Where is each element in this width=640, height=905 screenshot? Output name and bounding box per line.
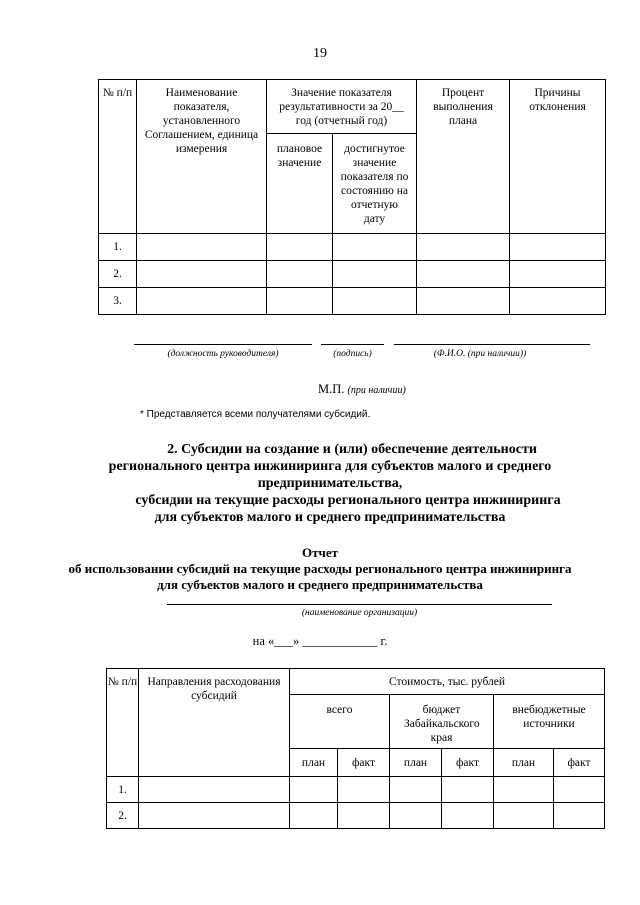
row-number: 2.	[107, 803, 139, 829]
table2-header-extra: внебюджетные источники	[494, 695, 605, 749]
table-row	[99, 234, 606, 261]
table2-header-num: № п/п	[107, 669, 139, 777]
table-row	[99, 288, 606, 315]
table1-header-percent: Процент выполнения плана	[417, 80, 510, 234]
organization-line	[167, 604, 552, 605]
table2-header-fact: факт	[338, 749, 390, 777]
table1-header-reasons: Причины отклонения	[510, 80, 606, 234]
table1-header-name: Наименование показателя, установленного Соглашением, единица измерения	[137, 80, 267, 234]
row-number: 1.	[107, 777, 139, 803]
signature-caption: (подпись)	[333, 349, 372, 359]
organization-caption: (наименование организации)	[301, 608, 418, 618]
report-heading: Отчет об использовании субсидий на текущие расходы регионального центра инжиниринга для субъектов малого и среднего предпринимательства	[68, 545, 572, 592]
table2-header-plan: план	[494, 749, 554, 777]
table1-header-planned: плановое значение	[267, 134, 333, 234]
row-number: 3.	[99, 288, 137, 315]
table2-header-fact: факт	[554, 749, 605, 777]
section-heading: 2. Субсидии на создание и (или) обеспечение деятельности регионального центра инжиниринга для субъектов малого и среднего предпринимательства, субсидии на текущие расходы регионального центра инжиниринга для субъектов малого и среднего предпринимательства	[108, 442, 561, 525]
table2-header-budget: бюджет Забайкальского края	[390, 695, 494, 749]
page-number: 19	[313, 46, 327, 61]
table2-header-fact: факт	[442, 749, 494, 777]
table2-header-plan: план	[390, 749, 442, 777]
table1-header-achieved: достигнутое значение показателя по состоянию на отчетную дату	[333, 134, 417, 234]
table1-header-value: Значение показателя результативности за 20__ год (отчетный год)	[267, 80, 417, 134]
row-number: 1.	[99, 234, 137, 261]
table-row	[107, 803, 605, 829]
signature-line	[321, 344, 384, 345]
table2-header-total: всего	[290, 695, 390, 749]
stamp-mark: М.П. (при наличии)	[318, 382, 406, 396]
table2-header-directions: Направления расходования субсидий	[139, 669, 290, 777]
expenditures-table	[106, 668, 605, 829]
row-number: 2.	[99, 261, 137, 288]
table-row	[107, 777, 605, 803]
position-line	[134, 344, 312, 345]
fio-caption: (Ф.И.О. (при наличии))	[433, 349, 527, 359]
fio-line	[394, 344, 590, 345]
footnote: * Представляется всеми получателями субсидий.	[140, 409, 371, 420]
report-date: на «___» ____________ г.	[252, 634, 388, 648]
position-caption: (должность руководителя)	[167, 349, 279, 359]
table-row	[99, 261, 606, 288]
table2-header-plan: план	[290, 749, 338, 777]
table1-header-num: № п/п	[99, 80, 137, 234]
table2-header-cost: Стоимость, тыс. рублей	[290, 669, 605, 695]
indicators-table	[98, 79, 606, 315]
